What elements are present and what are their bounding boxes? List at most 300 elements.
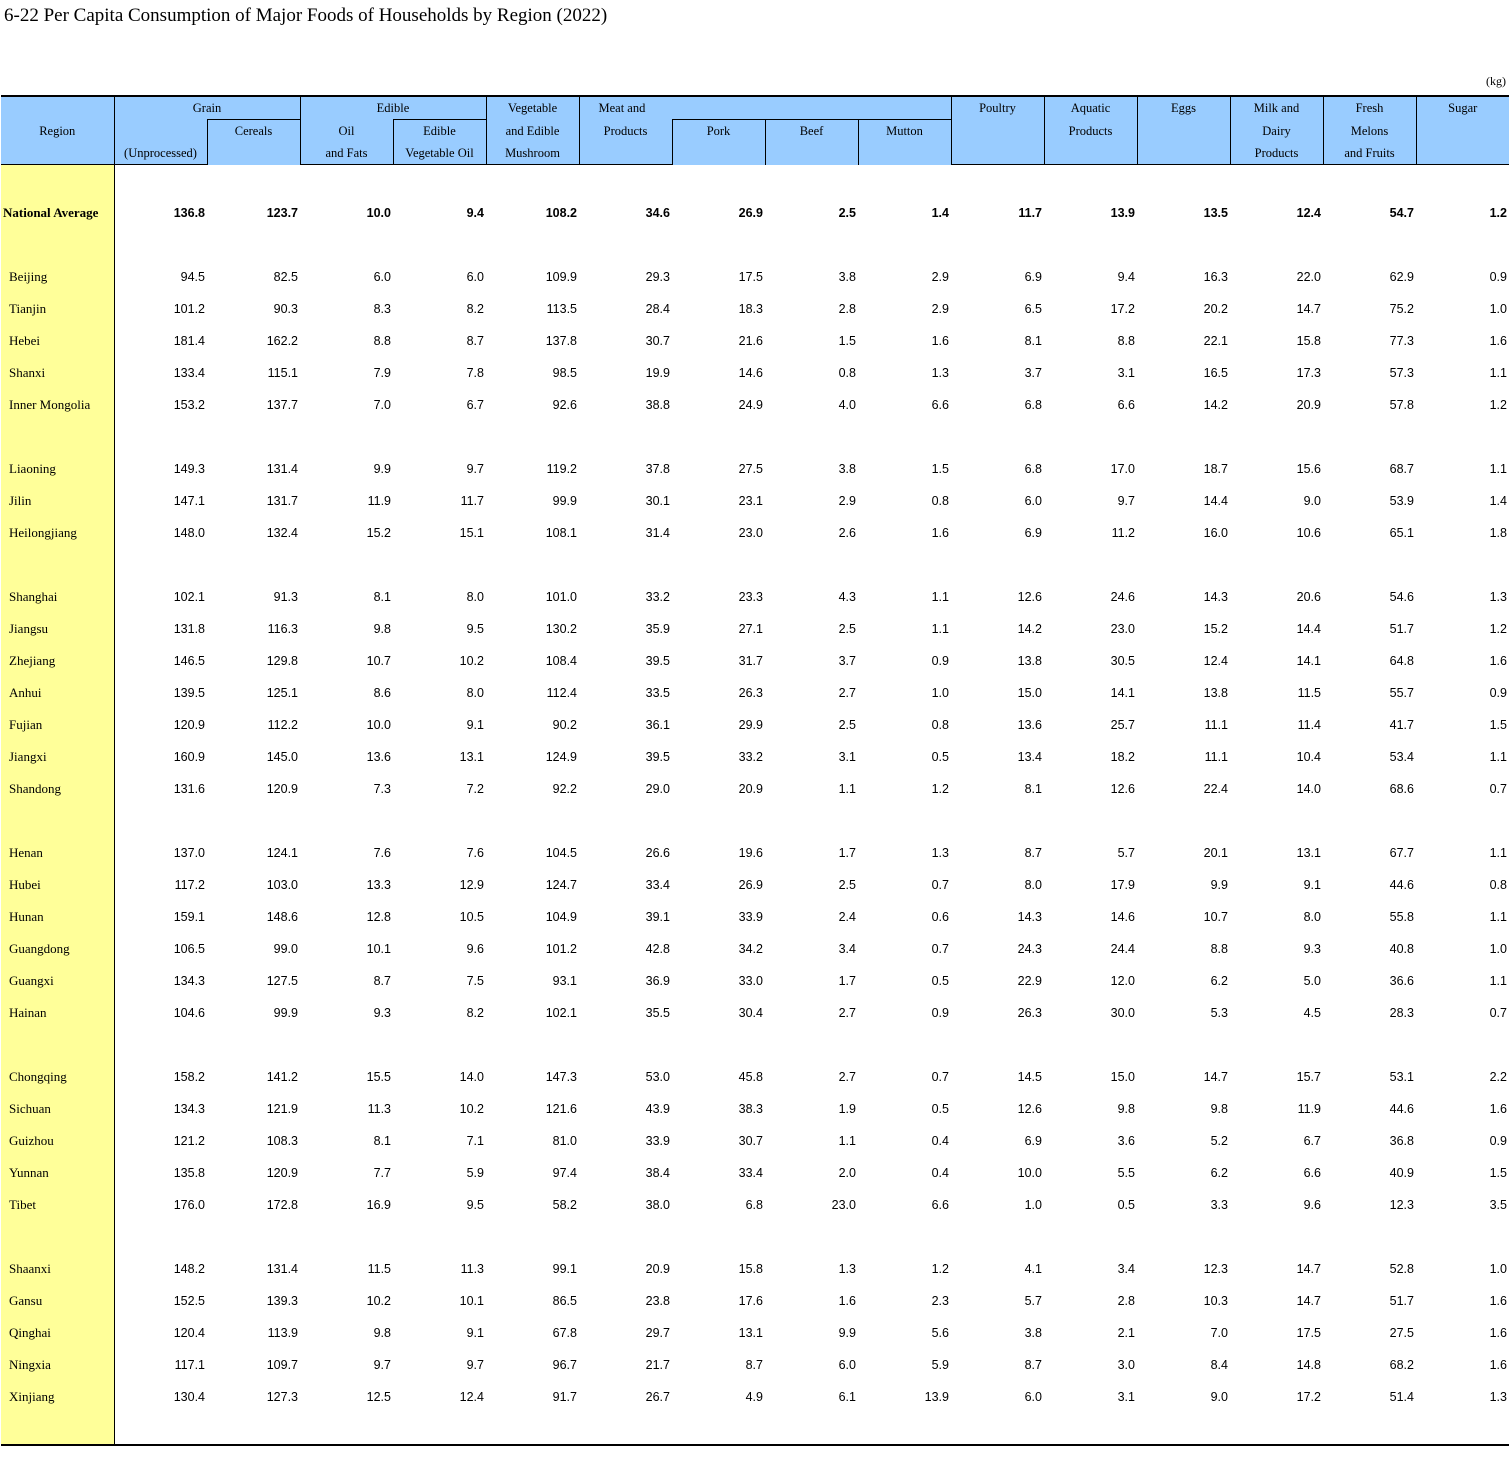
table-cell: 0.7 <box>1489 1006 1507 1020</box>
table-cell: 33.4 <box>738 1166 763 1180</box>
table-cell: 97.4 <box>552 1166 577 1180</box>
table-cell: 8.1 <box>373 1134 391 1148</box>
table-cell: 19.9 <box>645 366 670 380</box>
table-cell: 1.6 <box>838 1294 856 1308</box>
table-row <box>1 1093 1509 1125</box>
table-cell: 98.5 <box>552 366 577 380</box>
table-cell: 90.3 <box>273 302 298 316</box>
table-cell: 20.2 <box>1203 302 1228 316</box>
table-row <box>1 709 1509 741</box>
table-cell: 9.4 <box>1117 270 1135 284</box>
region-name: Hainan <box>1 997 114 1029</box>
table-cell: 14.7 <box>1296 302 1321 316</box>
table-cell: 99.9 <box>552 494 577 508</box>
table-cell: 9.7 <box>466 1358 484 1372</box>
table-row <box>1 741 1509 773</box>
table-cell: 14.3 <box>1203 590 1228 604</box>
table-cell: 6.5 <box>1024 302 1042 316</box>
table-cell: 8.2 <box>466 1006 484 1020</box>
table-cell: 132.4 <box>266 526 298 540</box>
table-cell: 7.6 <box>466 846 484 860</box>
table-cell: 26.9 <box>738 878 763 892</box>
table-row <box>1 293 1509 325</box>
table-cell: 160.9 <box>173 750 205 764</box>
spacer-row <box>1 549 1509 581</box>
table-cell: 145.0 <box>266 750 298 764</box>
table-cell: 7.9 <box>373 366 391 380</box>
table-cell: 22.4 <box>1203 782 1228 796</box>
table-cell: 1.6 <box>1489 654 1507 668</box>
table-cell: 20.1 <box>1203 846 1228 860</box>
table-cell: 41.7 <box>1389 718 1414 732</box>
table-cell: 9.8 <box>1117 1102 1135 1116</box>
table-cell: 103.0 <box>266 878 298 892</box>
table-cell: 12.8 <box>366 910 391 924</box>
table-cell: 2.8 <box>1117 1294 1135 1308</box>
table-cell: 82.5 <box>273 270 298 284</box>
table-cell: 1.6 <box>1489 334 1507 348</box>
table-cell: 53.9 <box>1389 494 1414 508</box>
spacer-row <box>1 1221 1509 1253</box>
table-row <box>1 965 1509 997</box>
region-name: Fujian <box>1 709 114 741</box>
table-cell: 117.1 <box>174 1358 205 1372</box>
table-row <box>1 997 1509 1029</box>
table-cell: 121.2 <box>173 1134 205 1148</box>
table-cell: 96.7 <box>552 1358 577 1372</box>
table-cell: 11.7 <box>460 494 484 508</box>
table-cell: 108.2 <box>545 206 577 220</box>
table-cell: 6.1 <box>838 1390 856 1404</box>
table-cell: 20.9 <box>1296 398 1321 412</box>
page-title: 6-22 Per Capita Consumption of Major Foods of Households by Region (2022) <box>4 5 608 26</box>
table-cell: 127.3 <box>266 1390 298 1404</box>
table-cell: 6.9 <box>1024 1134 1042 1148</box>
table-cell: 58.2 <box>552 1198 577 1212</box>
table-cell: 38.0 <box>645 1198 670 1212</box>
table-cell: 1.0 <box>1489 942 1507 956</box>
table-cell: 9.0 <box>1210 1390 1228 1404</box>
table-cell: 21.7 <box>645 1358 670 1372</box>
table-cell: 52.8 <box>1389 1262 1414 1276</box>
table-cell: 8.6 <box>373 686 391 700</box>
table-cell: 172.8 <box>266 1198 298 1212</box>
table-cell: 33.2 <box>645 590 670 604</box>
table-cell: 0.7 <box>931 878 949 892</box>
table-cell: 3.0 <box>1117 1358 1135 1372</box>
table-cell: 3.1 <box>1117 366 1135 380</box>
region-name: Shanxi <box>1 357 114 389</box>
table-cell: 9.6 <box>466 942 484 956</box>
table-cell: 30.5 <box>1110 654 1135 668</box>
table-cell: 14.6 <box>1110 910 1135 924</box>
table-cell: 11.9 <box>1297 1102 1321 1116</box>
table-cell: 5.7 <box>1117 846 1135 860</box>
header-edible-veg-oil: Edible <box>393 120 486 143</box>
table-row <box>1 485 1509 517</box>
table-cell: 10.2 <box>459 654 484 668</box>
table-cell: 0.5 <box>931 1102 949 1116</box>
header-fresh: Fresh <box>1323 96 1416 120</box>
table-cell: 57.8 <box>1389 398 1414 412</box>
table-cell: 102.1 <box>545 1006 577 1020</box>
table-cell: 26.9 <box>738 206 763 220</box>
table-cell: 129.8 <box>266 654 298 668</box>
table-cell: 10.7 <box>1203 910 1228 924</box>
table-cell: 2.6 <box>838 526 856 540</box>
region-name: Qinghai <box>1 1317 114 1349</box>
table-cell: 3.4 <box>1117 1262 1135 1276</box>
table-cell: 1.2 <box>1489 398 1507 412</box>
table-cell: 1.0 <box>1489 302 1507 316</box>
region-name: Jiangsu <box>1 613 114 645</box>
header-edible-oil-l2: Oil <box>300 120 393 143</box>
header-meat-l2: Products <box>579 120 672 143</box>
table-cell: 0.9 <box>931 1006 949 1020</box>
region-name: Hubei <box>1 869 114 901</box>
table-cell: 23.1 <box>738 494 763 508</box>
table-cell: 36.1 <box>645 718 670 732</box>
table-row <box>1 901 1509 933</box>
table-cell: 13.1 <box>459 750 484 764</box>
table-cell: 29.3 <box>645 270 670 284</box>
table-cell: 1.4 <box>931 206 949 220</box>
table-header <box>1 96 1509 165</box>
table-cell: 6.6 <box>1117 398 1135 412</box>
table-cell: 26.3 <box>1017 1006 1042 1020</box>
table-cell: 147.1 <box>173 494 205 508</box>
table-cell: 9.7 <box>466 462 484 476</box>
table-cell: 8.7 <box>466 334 484 348</box>
table-cell: 0.7 <box>931 942 949 956</box>
table-cell: 1.5 <box>838 334 856 348</box>
table-cell: 13.5 <box>1203 206 1228 220</box>
table-cell: 11.9 <box>367 494 391 508</box>
table-cell: 0.4 <box>931 1134 949 1148</box>
region-name: Zhejiang <box>1 645 114 677</box>
table-cell: 101.0 <box>545 590 577 604</box>
table-cell: 8.8 <box>373 334 391 348</box>
table-cell: 1.3 <box>1489 590 1507 604</box>
table-cell: 53.0 <box>645 1070 670 1084</box>
table-cell: 10.4 <box>1296 750 1321 764</box>
table-cell: 104.5 <box>545 846 577 860</box>
table-cell: 15.0 <box>1110 1070 1135 1084</box>
table-cell: 7.0 <box>1210 1326 1228 1340</box>
table-cell: 1.4 <box>1489 494 1507 508</box>
table-cell: 112.4 <box>546 686 577 700</box>
table-cell: 14.3 <box>1017 910 1042 924</box>
table-cell: 9.5 <box>466 622 484 636</box>
table-cell: 27.1 <box>738 622 763 636</box>
table-cell: 28.3 <box>1389 1006 1414 1020</box>
table-cell: 0.8 <box>931 494 949 508</box>
table-cell: 13.1 <box>1296 846 1321 860</box>
table-cell: 7.5 <box>466 974 484 988</box>
table-cell: 65.1 <box>1389 526 1414 540</box>
table-cell: 7.0 <box>373 398 391 412</box>
table-row <box>1 645 1509 677</box>
table-cell: 17.5 <box>1296 1326 1321 1340</box>
table-cell: 2.8 <box>838 302 856 316</box>
table-cell: 131.4 <box>266 462 298 476</box>
header-aquatic: Aquatic <box>1044 96 1137 120</box>
table-cell: 9.6 <box>1303 1198 1321 1212</box>
table-cell: 1.1 <box>1489 366 1507 380</box>
table-cell: 9.1 <box>1303 878 1321 892</box>
table-cell: 22.9 <box>1017 974 1042 988</box>
table-cell: 92.2 <box>552 782 577 796</box>
table-cell: 17.2 <box>1296 1390 1321 1404</box>
table-cell: 139.3 <box>266 1294 298 1308</box>
table-cell: 3.8 <box>838 462 856 476</box>
table-cell: 9.3 <box>373 1006 391 1020</box>
table-cell: 8.2 <box>466 302 484 316</box>
region-name: Hebei <box>1 325 114 357</box>
table-cell: 7.8 <box>466 366 484 380</box>
table-cell: 131.6 <box>173 782 205 796</box>
table-cell: 14.7 <box>1296 1294 1321 1308</box>
table-cell: 25.7 <box>1110 718 1135 732</box>
table-cell: 36.9 <box>645 974 670 988</box>
table-cell: 5.6 <box>931 1326 949 1340</box>
table-cell: 15.1 <box>459 526 484 540</box>
table-cell: 12.4 <box>459 1390 484 1404</box>
table-cell: 11.1 <box>1204 718 1228 732</box>
table-cell: 23.3 <box>738 590 763 604</box>
table-cell: 14.1 <box>1296 654 1321 668</box>
table-cell: 9.3 <box>1303 942 1321 956</box>
table-cell: 131.7 <box>266 494 298 508</box>
table-cell: 2.9 <box>931 270 949 284</box>
region-name: Anhui <box>1 677 114 709</box>
table-cell: 6.8 <box>1024 398 1042 412</box>
table-cell: 5.7 <box>1024 1294 1042 1308</box>
table-cell: 7.3 <box>373 782 391 796</box>
table-cell: 133.4 <box>173 366 205 380</box>
table-cell: 13.9 <box>1110 206 1135 220</box>
table-cell: 14.2 <box>1017 622 1042 636</box>
table-cell: 16.3 <box>1203 270 1228 284</box>
table-cell: 33.9 <box>738 910 763 924</box>
table-cell: 120.4 <box>173 1326 205 1340</box>
table-cell: 13.8 <box>1017 654 1042 668</box>
table-cell: 0.4 <box>931 1166 949 1180</box>
table-cell: 8.0 <box>1024 878 1042 892</box>
table-cell: 8.0 <box>466 590 484 604</box>
table-row <box>1 1189 1509 1221</box>
table-cell: 10.5 <box>459 910 484 924</box>
table-row <box>1 261 1509 293</box>
table-cell: 40.9 <box>1389 1166 1414 1180</box>
table-cell: 2.5 <box>838 718 856 732</box>
table-cell: 8.0 <box>466 686 484 700</box>
table-cell: 6.2 <box>1210 974 1228 988</box>
table-cell: 15.6 <box>1296 462 1321 476</box>
table-cell: 9.8 <box>1210 1102 1228 1116</box>
table-row <box>1 1349 1509 1381</box>
table-cell: 30.1 <box>645 494 670 508</box>
table-cell: 62.9 <box>1389 270 1414 284</box>
table-cell: 91.3 <box>273 590 298 604</box>
table-cell: 125.1 <box>266 686 298 700</box>
spacer-row <box>1 229 1509 261</box>
table-cell: 24.4 <box>1110 942 1135 956</box>
table-cell: 26.7 <box>645 1390 670 1404</box>
table-cell: 44.6 <box>1389 878 1414 892</box>
table-cell: 75.2 <box>1389 302 1414 316</box>
table-cell: 1.6 <box>931 526 949 540</box>
table-cell: 23.0 <box>738 526 763 540</box>
table-row <box>1 1381 1509 1413</box>
table-cell: 10.0 <box>1017 1166 1042 1180</box>
table-cell: 1.3 <box>1489 1390 1507 1404</box>
table-cell: 1.2 <box>931 782 949 796</box>
table-cell: 1.1 <box>1489 462 1507 476</box>
table-cell: 0.9 <box>1489 270 1507 284</box>
table-cell: 17.9 <box>1110 878 1135 892</box>
table-cell: 24.3 <box>1017 942 1042 956</box>
table-cell: 34.2 <box>738 942 763 956</box>
table-cell: 3.7 <box>838 654 856 668</box>
table-cell: 14.4 <box>1296 622 1321 636</box>
table-cell: 11.7 <box>1018 206 1042 220</box>
table-cell: 1.1 <box>931 622 949 636</box>
table-cell: 134.3 <box>173 974 205 988</box>
table-cell: 33.9 <box>645 1134 670 1148</box>
table-cell: 1.5 <box>1489 718 1507 732</box>
table-cell: 10.2 <box>366 1294 391 1308</box>
spacer-row <box>1 805 1509 837</box>
table-cell: 109.7 <box>266 1358 298 1372</box>
table-cell: 6.0 <box>1024 494 1042 508</box>
spacer-row <box>1 421 1509 453</box>
table-cell: 104.6 <box>173 1006 205 1020</box>
table-cell: 1.9 <box>838 1102 856 1116</box>
region-name: Heilongjiang <box>1 517 114 549</box>
table-cell: 113.5 <box>546 302 577 316</box>
table-cell: 14.1 <box>1110 686 1135 700</box>
table-cell: 116.3 <box>267 622 298 636</box>
region-name: Ningxia <box>1 1349 114 1381</box>
region-name: Chongqing <box>1 1061 114 1093</box>
table-cell: 153.2 <box>173 398 205 412</box>
table-row <box>1 1253 1509 1285</box>
table-cell: 22.0 <box>1296 270 1321 284</box>
table-cell: 11.5 <box>367 1262 391 1276</box>
table-cell: 34.6 <box>645 206 670 220</box>
table-cell: 0.7 <box>931 1070 949 1084</box>
table-cell: 14.7 <box>1296 1262 1321 1276</box>
table-cell: 3.1 <box>1117 1390 1135 1404</box>
header-beef: Beef <box>765 120 858 165</box>
table-cell: 130.4 <box>173 1390 205 1404</box>
table-cell: 45.8 <box>738 1070 763 1084</box>
table-cell: 1.3 <box>931 366 949 380</box>
table-cell: 21.6 <box>738 334 763 348</box>
table-cell: 1.1 <box>1489 846 1507 860</box>
table-cell: 7.1 <box>466 1134 484 1148</box>
national-average-row <box>1 197 1509 229</box>
table-cell: 36.6 <box>1389 974 1414 988</box>
table-cell: 33.4 <box>645 878 670 892</box>
table-cell: 1.2 <box>1489 622 1507 636</box>
table-cell: 12.4 <box>1296 206 1321 220</box>
region-name: Tibet <box>1 1189 114 1221</box>
table-cell: 28.4 <box>645 302 670 316</box>
table-cell: 12.6 <box>1017 590 1042 604</box>
table-cell: 120.9 <box>266 782 298 796</box>
table-cell: 99.9 <box>273 1006 298 1020</box>
table-cell: 130.2 <box>545 622 577 636</box>
table-row <box>1 517 1509 549</box>
table-cell: 10.0 <box>366 718 391 732</box>
table-cell: 16.0 <box>1203 526 1228 540</box>
table-cell: 20.9 <box>645 1262 670 1276</box>
table-row <box>1 1125 1509 1157</box>
table-cell: 1.1 <box>1489 910 1507 924</box>
table-cell: 2.5 <box>838 206 856 220</box>
table-cell: 53.4 <box>1389 750 1414 764</box>
table-cell: 51.4 <box>1389 1390 1414 1404</box>
table-cell: 6.0 <box>466 270 484 284</box>
table-cell: 6.8 <box>1024 462 1042 476</box>
table-cell: 8.1 <box>373 590 391 604</box>
spacer-row <box>1 1413 1509 1445</box>
table-cell: 35.5 <box>645 1006 670 1020</box>
table-cell: 7.6 <box>373 846 391 860</box>
table-cell: 99.1 <box>552 1262 577 1276</box>
table-cell: 101.2 <box>173 302 205 316</box>
table-cell: 17.6 <box>738 1294 763 1308</box>
header-meat: Meat and <box>579 96 672 120</box>
table-cell: 124.9 <box>545 750 577 764</box>
table-cell: 1.7 <box>838 974 856 988</box>
table-cell: 120.9 <box>266 1166 298 1180</box>
table-cell: 57.3 <box>1389 366 1414 380</box>
table-cell: 6.9 <box>1024 526 1042 540</box>
table-cell: 8.7 <box>1024 846 1042 860</box>
table-cell: 15.5 <box>366 1070 391 1084</box>
table-cell: 2.9 <box>931 302 949 316</box>
table-cell: 14.8 <box>1296 1358 1321 1372</box>
table-cell: 29.9 <box>738 718 763 732</box>
header-edible-oil: Edible <box>300 96 486 120</box>
region-name: Beijing <box>1 261 114 293</box>
table-cell: 137.7 <box>266 398 298 412</box>
table-cell: 17.3 <box>1296 366 1321 380</box>
table-cell: 15.2 <box>1203 622 1228 636</box>
table-cell: 14.6 <box>738 366 763 380</box>
table-row <box>1 613 1509 645</box>
table-cell: 0.6 <box>931 910 949 924</box>
table-cell: 8.0 <box>1303 910 1321 924</box>
table-cell: 43.9 <box>645 1102 670 1116</box>
table-body <box>1 165 1509 1446</box>
table-cell: 42.8 <box>645 942 670 956</box>
table-cell: 54.6 <box>1389 590 1414 604</box>
region-name: Yunnan <box>1 1157 114 1189</box>
table-row <box>1 581 1509 613</box>
table-cell: 5.3 <box>1210 1006 1228 1020</box>
table-cell: 120.9 <box>173 718 205 732</box>
table-cell: 14.0 <box>1296 782 1321 796</box>
table-cell: 12.3 <box>1389 1198 1414 1212</box>
table-cell: 3.5 <box>1489 1198 1507 1212</box>
table-cell: 13.8 <box>1203 686 1228 700</box>
region-name: Guizhou <box>1 1125 114 1157</box>
table-cell: 131.8 <box>173 622 205 636</box>
